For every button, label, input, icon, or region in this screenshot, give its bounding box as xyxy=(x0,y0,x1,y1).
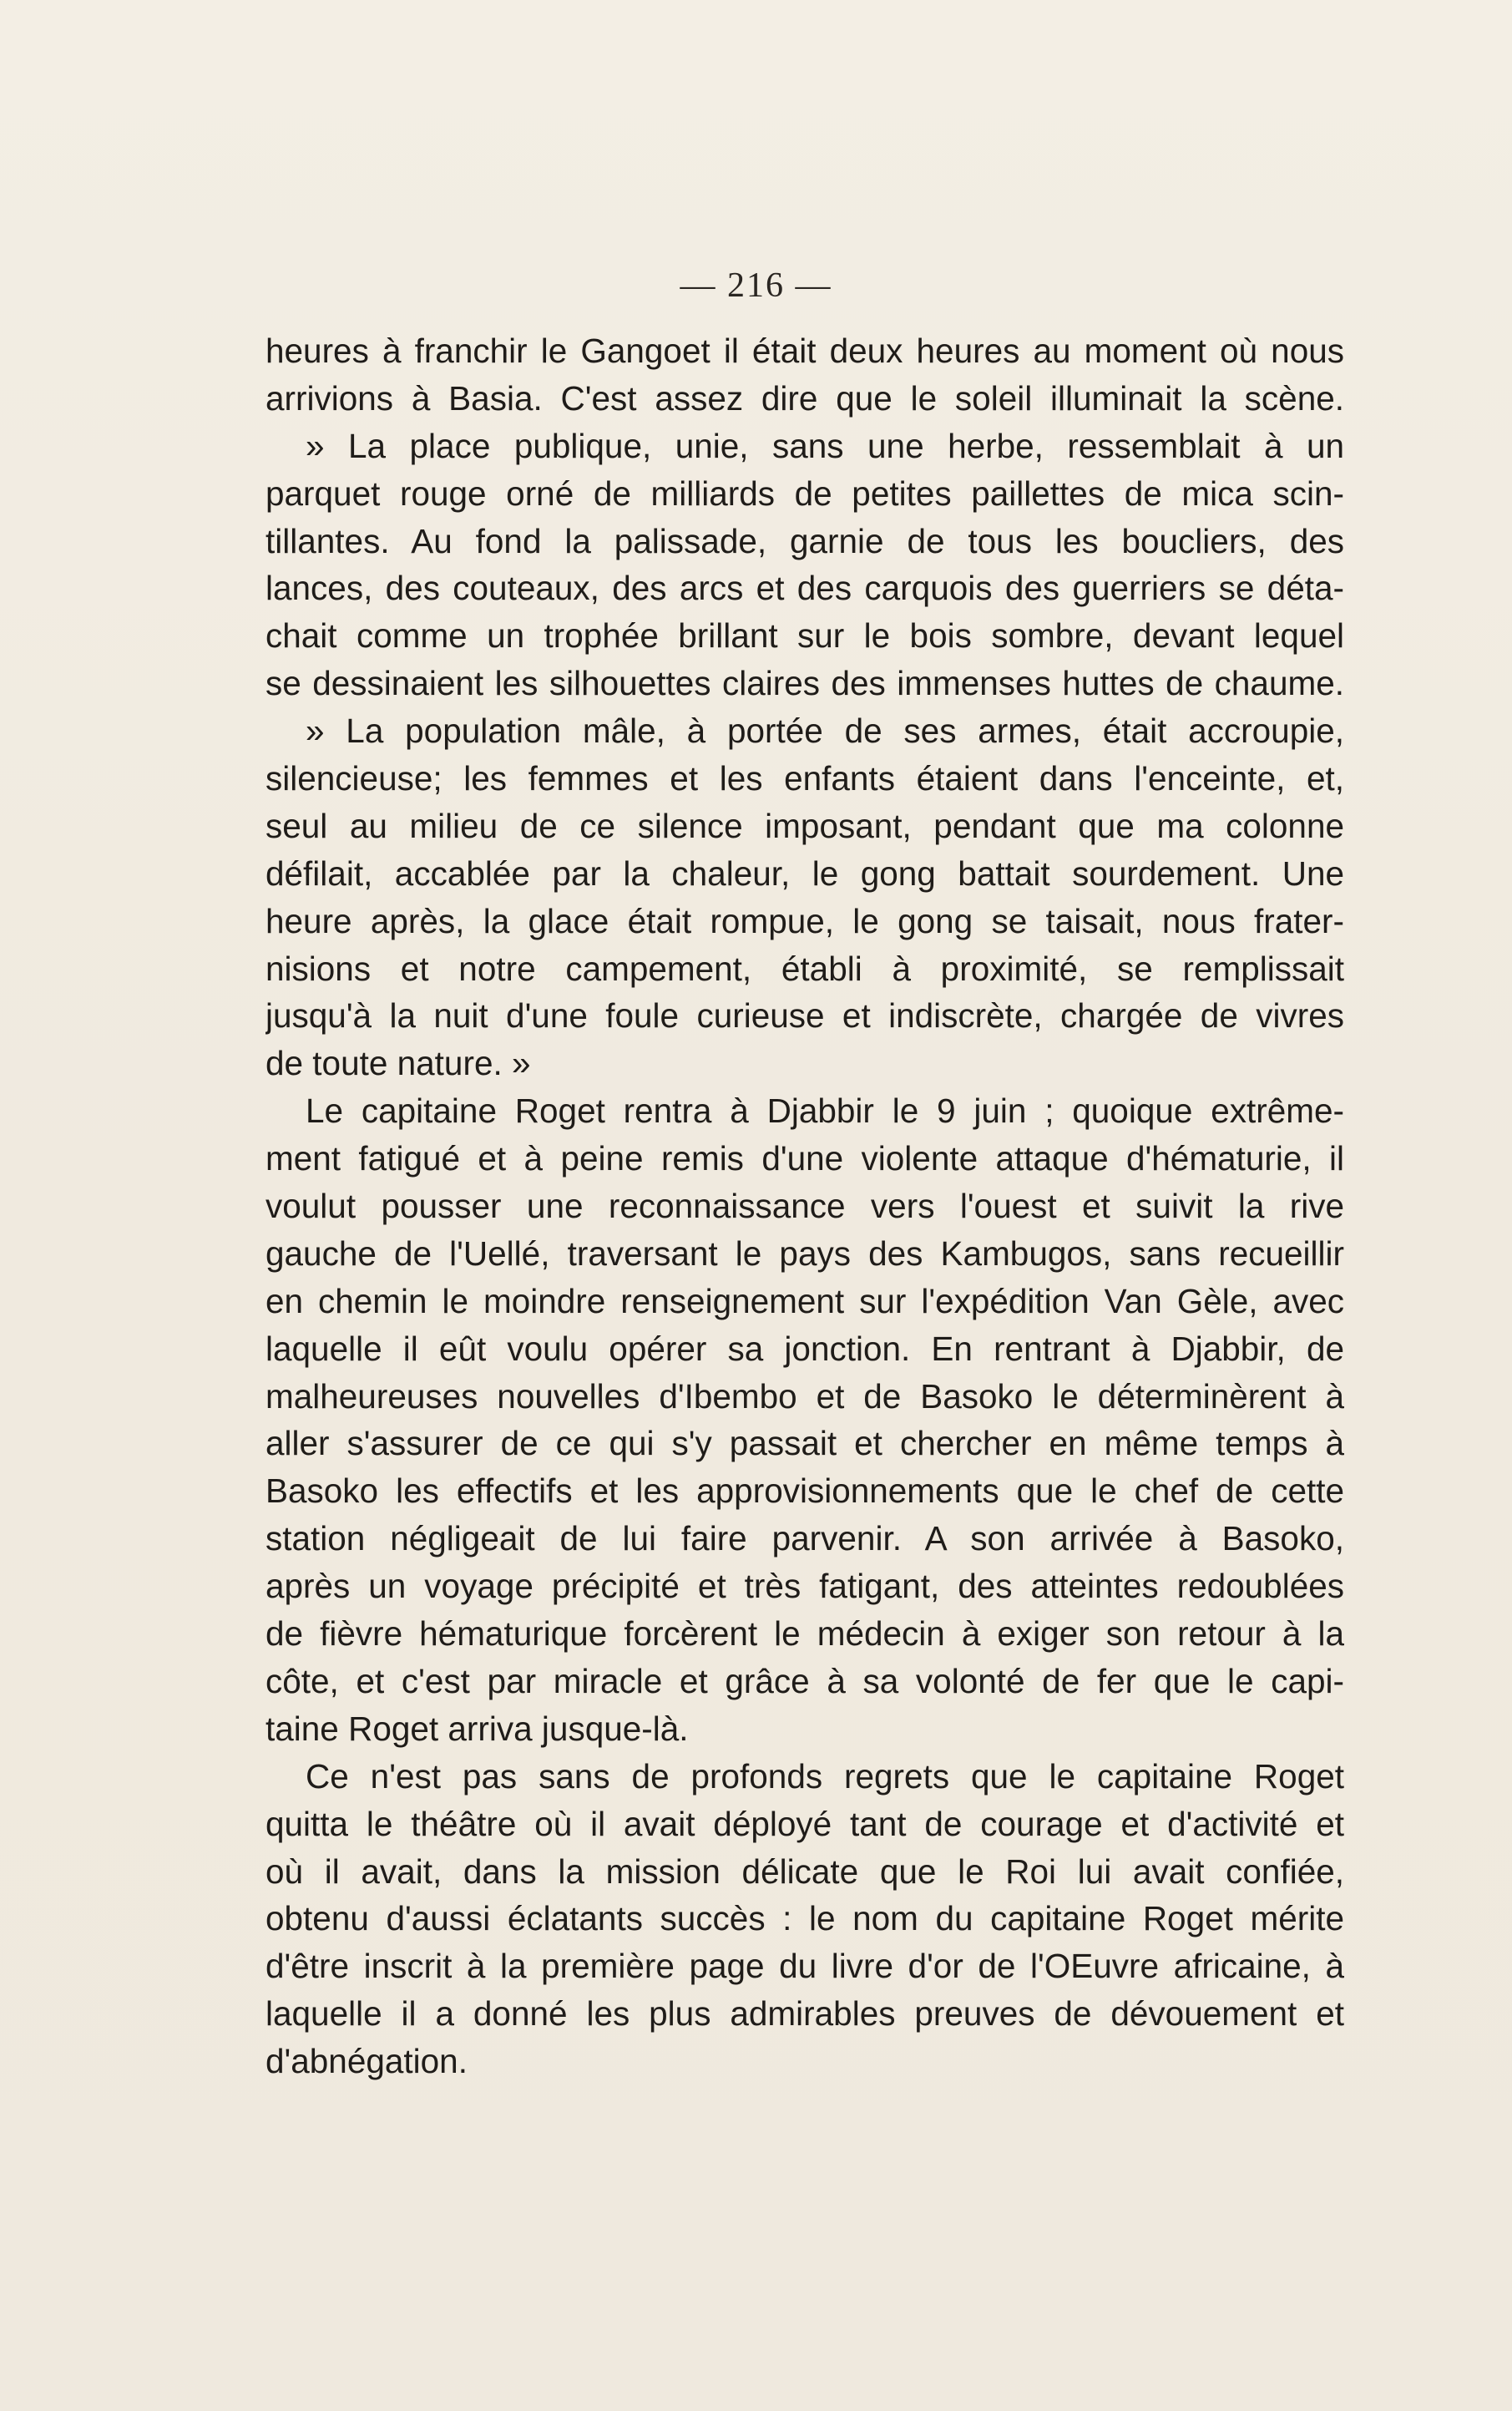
page-number: — 216 — xyxy=(680,266,832,305)
text-line: silencieuse; les femmes et les enfants étaient dans l'enceinte, et, xyxy=(265,759,1344,798)
text-line: Basoko les effectifs et les approvisionnements que le chef de cette xyxy=(265,1471,1344,1511)
text-line: Le capitaine Roget rentra à Djabbir le 9 juin ; quoique extrême- xyxy=(306,1092,1344,1131)
text-line: » La place publique, unie, sans une herbe, ressemblait à un xyxy=(306,426,1344,465)
text-line: parquet rouge orné de milliards de petites paillettes de mica scin- xyxy=(265,474,1344,513)
text-line: obtenu d'aussi éclatants succès : le nom du capitaine Roget mérite xyxy=(265,1899,1344,1938)
text-line: en chemin le moindre renseignement sur l'expédition Van Gèle, avec xyxy=(265,1281,1344,1320)
text-line: gauche de l'Uellé, traversant le pays des Kambugos, sans recueillir xyxy=(265,1233,1344,1273)
text-line: d'abnégation. xyxy=(265,2042,468,2081)
text-line: de toute nature. » xyxy=(265,1044,531,1083)
text-line: heure après, la glace était rompue, le gong se taisait, nous frater- xyxy=(265,901,1344,940)
text-line: voulut pousser une reconnaissance vers l'ouest et suivit la rive xyxy=(265,1187,1344,1226)
text-line: laquelle il a donné les plus admirables preuves de dévouement et xyxy=(265,1994,1344,2034)
text-line: laquelle il eût voulu opérer sa jonction. En rentrant à Djabbir, de xyxy=(265,1329,1344,1368)
body-text xyxy=(265,327,1344,2085)
text-line: aller s'assurer de ce qui s'y passait et chercher en même temps à xyxy=(265,1424,1344,1463)
text-line: seul au milieu de ce silence imposant, pendant que ma colonne xyxy=(265,806,1344,845)
text-line: d'être inscrit à la première page du livre d'or de l'OEuvre africaine, à xyxy=(265,1947,1344,1986)
text-line: chait comme un trophée brillant sur le bois sombre, devant lequel xyxy=(265,616,1344,656)
text-line: Ce n'est pas sans de profonds regrets que le capitaine Roget xyxy=(306,1756,1344,1796)
text-line: côte, et c'est par miracle et grâce à sa volonté de fer que le capi- xyxy=(265,1661,1344,1700)
text-line: où il avait, dans la mission délicate que le Roi lui avait confiée, xyxy=(265,1851,1344,1891)
text-line: nisions et notre campement, établi à proximité, se remplissait xyxy=(265,949,1344,988)
text-line: heures à franchir le Gangoet il était deux heures au moment où nous xyxy=(265,332,1344,370)
text-line: taine Roget arriva jusque-là. xyxy=(265,1709,689,1748)
text-line: de fièvre hématurique forcèrent le médecin à exiger son retour à la xyxy=(265,1614,1344,1654)
text-line: station négligeait de lui faire parvenir. A son arrivée à Basoko, xyxy=(265,1519,1344,1558)
text-line: se dessinaient les silhouettes claires des immenses huttes de chaume. xyxy=(265,664,1344,703)
text-line: » La population mâle, à portée de ses armes, était accroupie, xyxy=(306,712,1344,751)
text-line: après un voyage précipité et très fatigant, des atteintes redoublées xyxy=(265,1567,1344,1606)
text-line: ment fatigué et à peine remis d'une violente attaque d'hématurie, il xyxy=(265,1139,1344,1178)
text-line: jusqu'à la nuit d'une foule curieuse et indiscrète, chargée de vivres xyxy=(265,996,1344,1036)
text-line: quitta le théâtre où il avait déployé tant de courage et d'activité et xyxy=(265,1804,1344,1843)
text-line: lances, des couteaux, des arcs et des carquois des guerriers se déta- xyxy=(265,569,1344,608)
text-line: tillantes. Au fond la palissade, garnie de tous les boucliers, des xyxy=(265,521,1344,560)
text-line: malheureuses nouvelles d'Ibembo et de Basoko le déterminèrent à xyxy=(265,1376,1344,1416)
text-line: défilait, accablée par la chaleur, le gong battait sourdement. Une xyxy=(265,853,1344,893)
text-line: arrivions à Basia. C'est assez dire que le soleil illuminait la scène. xyxy=(265,378,1344,418)
